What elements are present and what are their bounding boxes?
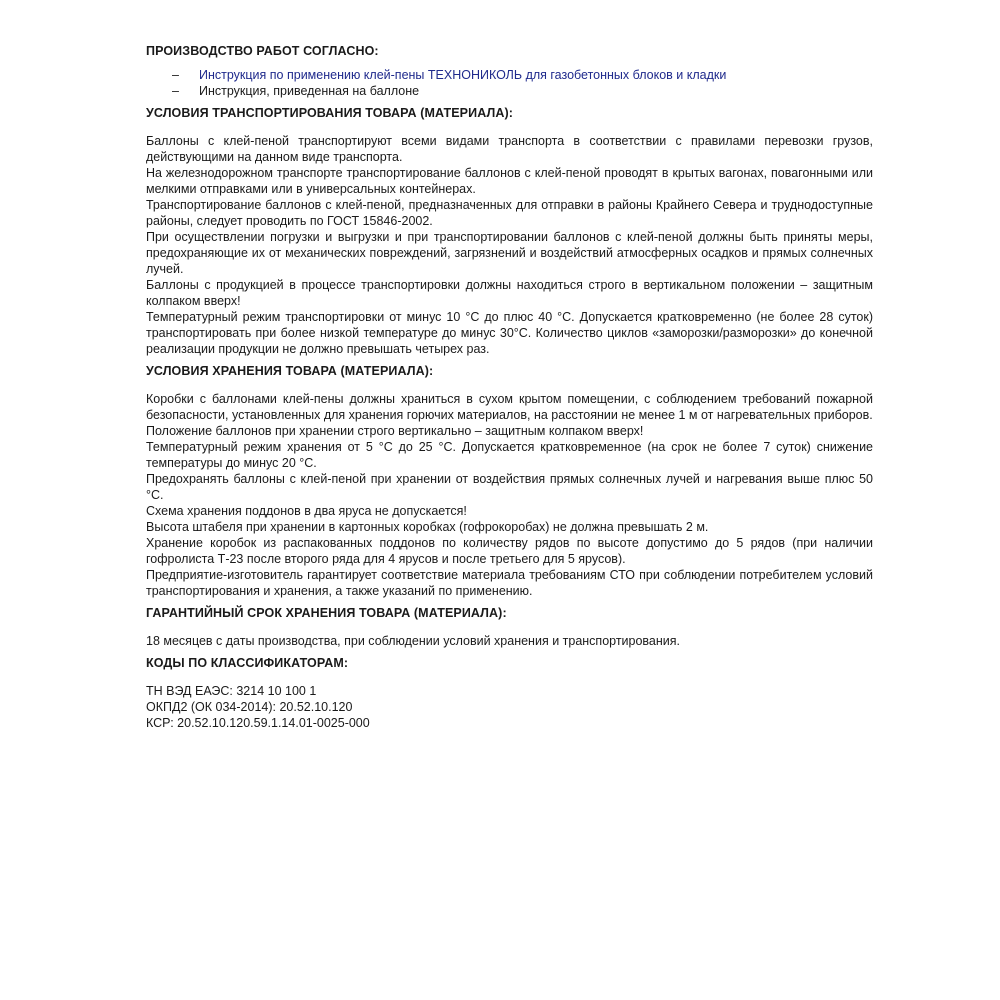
storage-heading: УСЛОВИЯ ХРАНЕНИЯ ТОВАРА (МАТЕРИАЛА): [146,364,434,378]
instruction-text: Инструкция, приведенная на баллоне [199,84,420,98]
transport-paragraph: Транспортирование баллонов с клей-пеной, предназначенных для отправки в районы Крайнего Севера и труднодоступные районы, следует проводить по ГОСТ 15846-2002. [146,198,873,228]
codes-body [146,683,873,731]
section-warranty [146,605,873,649]
transport-paragraph: Температурный режим транспортировки от минус 10 °С до плюс 40 °С. Допускается кратковременно (не более 28 суток) транспортировать при более низкой температуре до минус 30°С. Количество циклов «заморозки/разморозки» до конечной реализации продукции не должно превышать четырех раз. [146,310,873,356]
code-line-ksr: КСР: 20.52.10.120.59.1.14.01-0025-000 [146,716,370,730]
document-page [146,40,873,731]
warranty-heading: ГАРАНТИЙНЫЙ СРОК ХРАНЕНИЯ ТОВАРА (МАТЕРИАЛА): [146,606,507,620]
codes-heading: КОДЫ ПО КЛАССИФИКАТОРАМ: [146,656,349,670]
instruction-list [146,67,873,99]
dash-marker: – [172,84,179,98]
dash-marker: – [172,68,179,82]
transport-paragraph: Баллоны с клей-пеной транспортируют всеми видами транспорта в соответствии с правилами перевозки грузов, действующими на данном виде транспорта. [146,134,873,164]
section-storage [146,363,873,599]
storage-paragraph: Высота штабеля при хранении в картонных коробках (гофрокоробах) не должна превышать 2 м. [146,520,709,534]
storage-paragraph: Хранение коробок из распакованных поддонов по количеству рядов по высоте допустимо до 5 рядов (при наличии гофролиста Т-23 после второго ряда для 4 ярусов и после третьего для 5 ярусов). [146,536,873,566]
code-line-tnved: ТН ВЭД ЕАЭС: 3214 10 100 1 [146,684,317,698]
transport-paragraph: На железнодорожном транспорте транспортирование баллонов с клей-пеной проводят в крытых вагонах, повагонными или мелкими отправками или в универсальных контейнерах. [146,166,873,196]
transport-heading: УСЛОВИЯ ТРАНСПОРТИРОВАНИЯ ТОВАРА (МАТЕРИАЛА): [146,106,513,120]
instruction-item-link [146,67,873,83]
warranty-body [146,633,873,649]
storage-paragraph: Положение баллонов при хранении строго вертикально – защитным колпаком вверх! [146,424,644,438]
work-heading: ПРОИЗВОДСТВО РАБОТ СОГЛАСНО: [146,44,379,58]
transport-paragraph: Баллоны с продукцией в процессе транспортировки должны находиться строго в вертикальном положении – защитным колпаком вверх! [146,278,873,308]
transport-body [146,133,873,357]
section-work-instructions [146,43,873,99]
storage-paragraph: Коробки с баллонами клей-пены должны храниться в сухом крытом помещении, с соблюдением требований пожарной безопасности, установленных для хранения горючих материалов, на расстоянии не менее 1 м от нагревательных приборов. [146,392,873,422]
instruction-link[interactable]: Инструкция по применению клей-пены ТЕХНОНИКОЛЬ для газобетонных блоков и кладки [199,68,727,82]
section-transport [146,105,873,357]
transport-paragraph: При осуществлении погрузки и выгрузки и при транспортировании баллонов с клей-пеной должны быть приняты меры, предохраняющие их от механических повреждений, загрязнений и воздействий атмосферных осадков и прямых солнечных лучей. [146,230,873,276]
storage-paragraph: Температурный режим хранения от 5 °С до 25 °С. Допускается кратковременное (на срок не более 7 суток) снижение температуры до минус 20 °С. [146,440,873,470]
storage-paragraph: Схема хранения поддонов в два яруса не допускается! [146,504,467,518]
storage-body [146,391,873,599]
code-line-okpd2: ОКПД2 (ОК 034-2014): 20.52.10.120 [146,700,353,714]
section-codes [146,655,873,731]
instruction-item [146,83,873,99]
storage-paragraph: Предприятие-изготовитель гарантирует соответствие материала требованиям СТО при соблюдении потребителем условий транспортирования и хранения, а также указаний по применению. [146,568,873,598]
storage-paragraph: Предохранять баллоны с клей-пеной при хранении от воздействия прямых солнечных лучей и нагревания выше плюс 50 °С. [146,472,873,502]
warranty-text: 18 месяцев с даты производства, при соблюдении условий хранения и транспортирования. [146,634,681,648]
